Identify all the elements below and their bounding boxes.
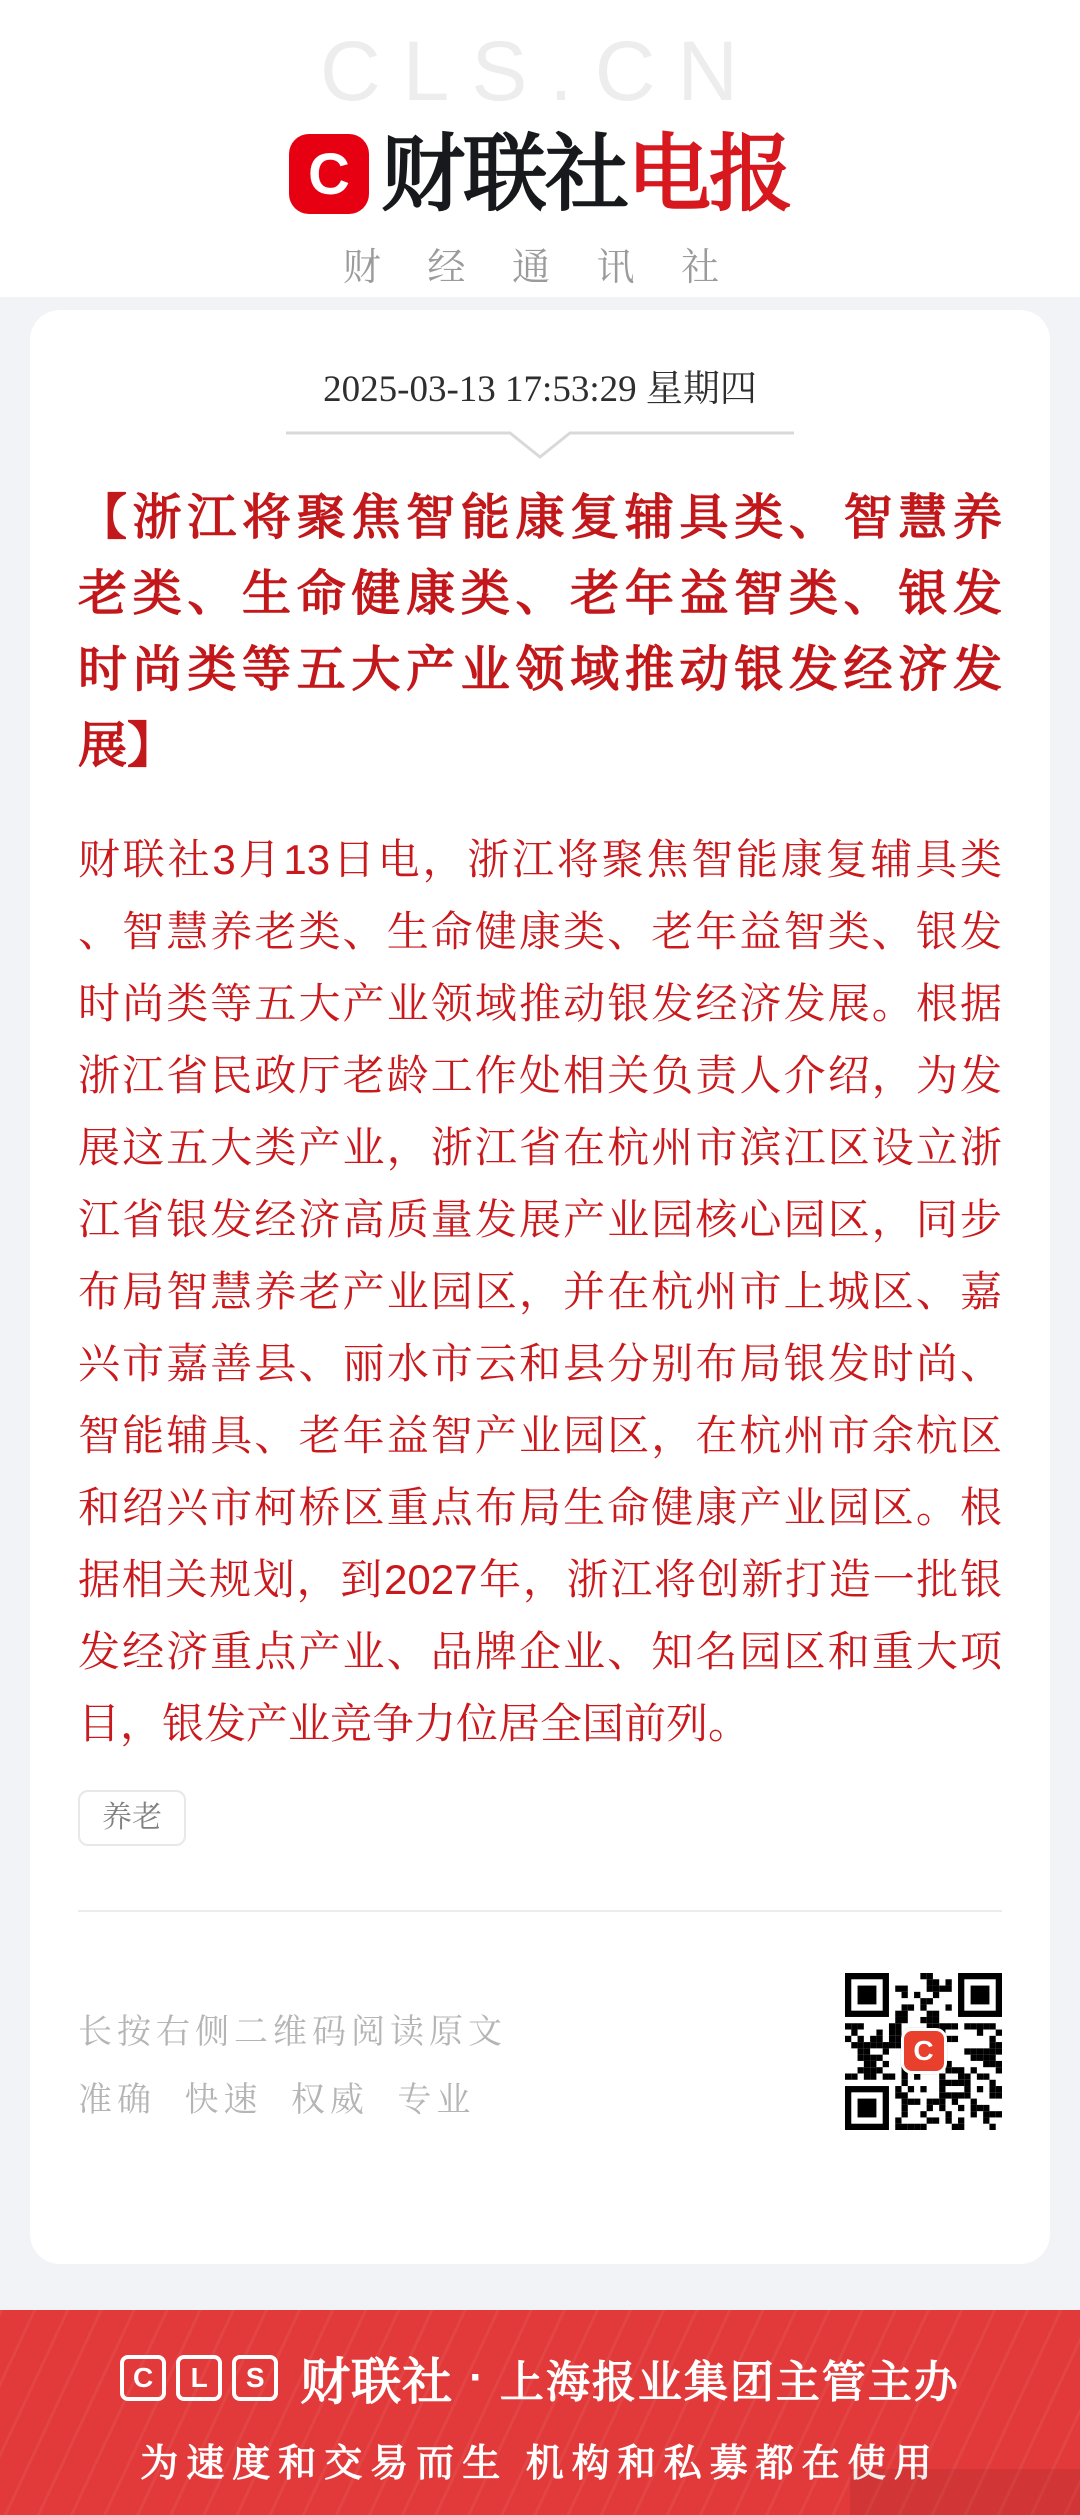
body-line: 浙江省民政厅老龄工作处相关负责人介绍，为发 — [78, 1052, 1002, 1099]
cls-letter-box: C — [120, 2355, 166, 2401]
body-line: 财联社3月13日电，浙江将聚焦智能康复辅具类 — [78, 836, 1002, 883]
footer-hint-line2: 准确 快速 权威 专业 — [78, 2081, 476, 2119]
cls-watermark: CLS.CN — [319, 24, 761, 118]
brand-name-red: 电报 — [627, 127, 792, 221]
headline-line: 时尚类等五大产业领域推动银发经济发 — [78, 642, 1002, 697]
brand-name — [381, 126, 791, 222]
body-line: 江省银发经济高质量发展产业园核心园区，同步 — [78, 1196, 1002, 1243]
qr-code — [845, 1973, 1002, 2130]
footer-hint — [78, 1998, 507, 2134]
cls-logo — [120, 2355, 278, 2401]
body-line: 、智慧养老类、生命健康类、老年益智类、银发 — [78, 908, 1002, 955]
brand-tagline: 财 经 通 讯 社 — [342, 247, 738, 289]
bottom-bar-slogan: 为速度和交易而生 机构和私募都在使用 — [140, 2443, 940, 2485]
body-line: 智能辅具、老年益智产业园区，在杭州市余杭区 — [78, 1412, 1002, 1459]
body-line: 兴市嘉善县、丽水市云和县分别布局银发时尚、 — [78, 1340, 1002, 1387]
post-card — [30, 310, 1050, 2264]
topic-tag-chip[interactable]: 养老 — [78, 1790, 186, 1846]
post-body — [78, 824, 1002, 1760]
headline-line: 展】 — [78, 718, 177, 773]
cls-letter-box: S — [232, 2355, 278, 2401]
bottom-bar-subtitle: 上海报业集团主管主办 — [499, 2358, 960, 2407]
gap — [0, 2264, 1080, 2310]
post-headline — [78, 480, 1002, 784]
card-divider — [78, 1910, 1002, 1912]
brand-c-icon: C — [289, 134, 369, 214]
headline-line: 老类、生命健康类、老年益智类、银发 — [78, 566, 1002, 621]
date-divider-notch — [284, 428, 796, 462]
qr-center-c-icon: C — [901, 2028, 947, 2074]
card-footer — [78, 1968, 1002, 2134]
body-line: 目，银发产业竞争力位居全国前列。 — [78, 1700, 751, 1747]
bottom-bar-separator: · — [469, 2353, 484, 2402]
body-line: 据相关规划，到2027年，浙江将创新打造一批银 — [78, 1556, 1002, 1603]
post-datetime: 2025-03-13 17:53:29 星期四 — [323, 369, 757, 410]
header — [0, 0, 1080, 297]
brand-name-black: 财联社 — [380, 127, 627, 221]
headline-line: 【浙江将聚焦智能康复辅具类、智慧养 — [78, 490, 1002, 545]
cls-letter-box: L — [176, 2355, 222, 2401]
bottom-brand-bar — [0, 2310, 1080, 2515]
body-line: 和绍兴市柯桥区重点布局生命健康产业园区。根 — [78, 1484, 1002, 1531]
bottom-bar-dark-patch — [850, 2469, 1080, 2515]
body-line: 发经济重点产业、品牌企业、知名园区和重大项 — [78, 1628, 1002, 1675]
bottom-bar-logo-row — [0, 2310, 1080, 2414]
body-line: 时尚类等五大产业领域推动银发经济发展。根据 — [78, 980, 1002, 1027]
footer-hint-line1: 长按右侧二维码阅读原文 — [78, 2013, 507, 2051]
brand-logo — [0, 126, 1080, 222]
body-line: 展这五大类产业，浙江省在杭州市滨江区设立浙 — [78, 1124, 1002, 1171]
body-line: 布局智慧养老产业园区，并在杭州市上城区、嘉 — [78, 1268, 1002, 1315]
bottom-bar-title: 财联社 — [300, 2354, 454, 2410]
